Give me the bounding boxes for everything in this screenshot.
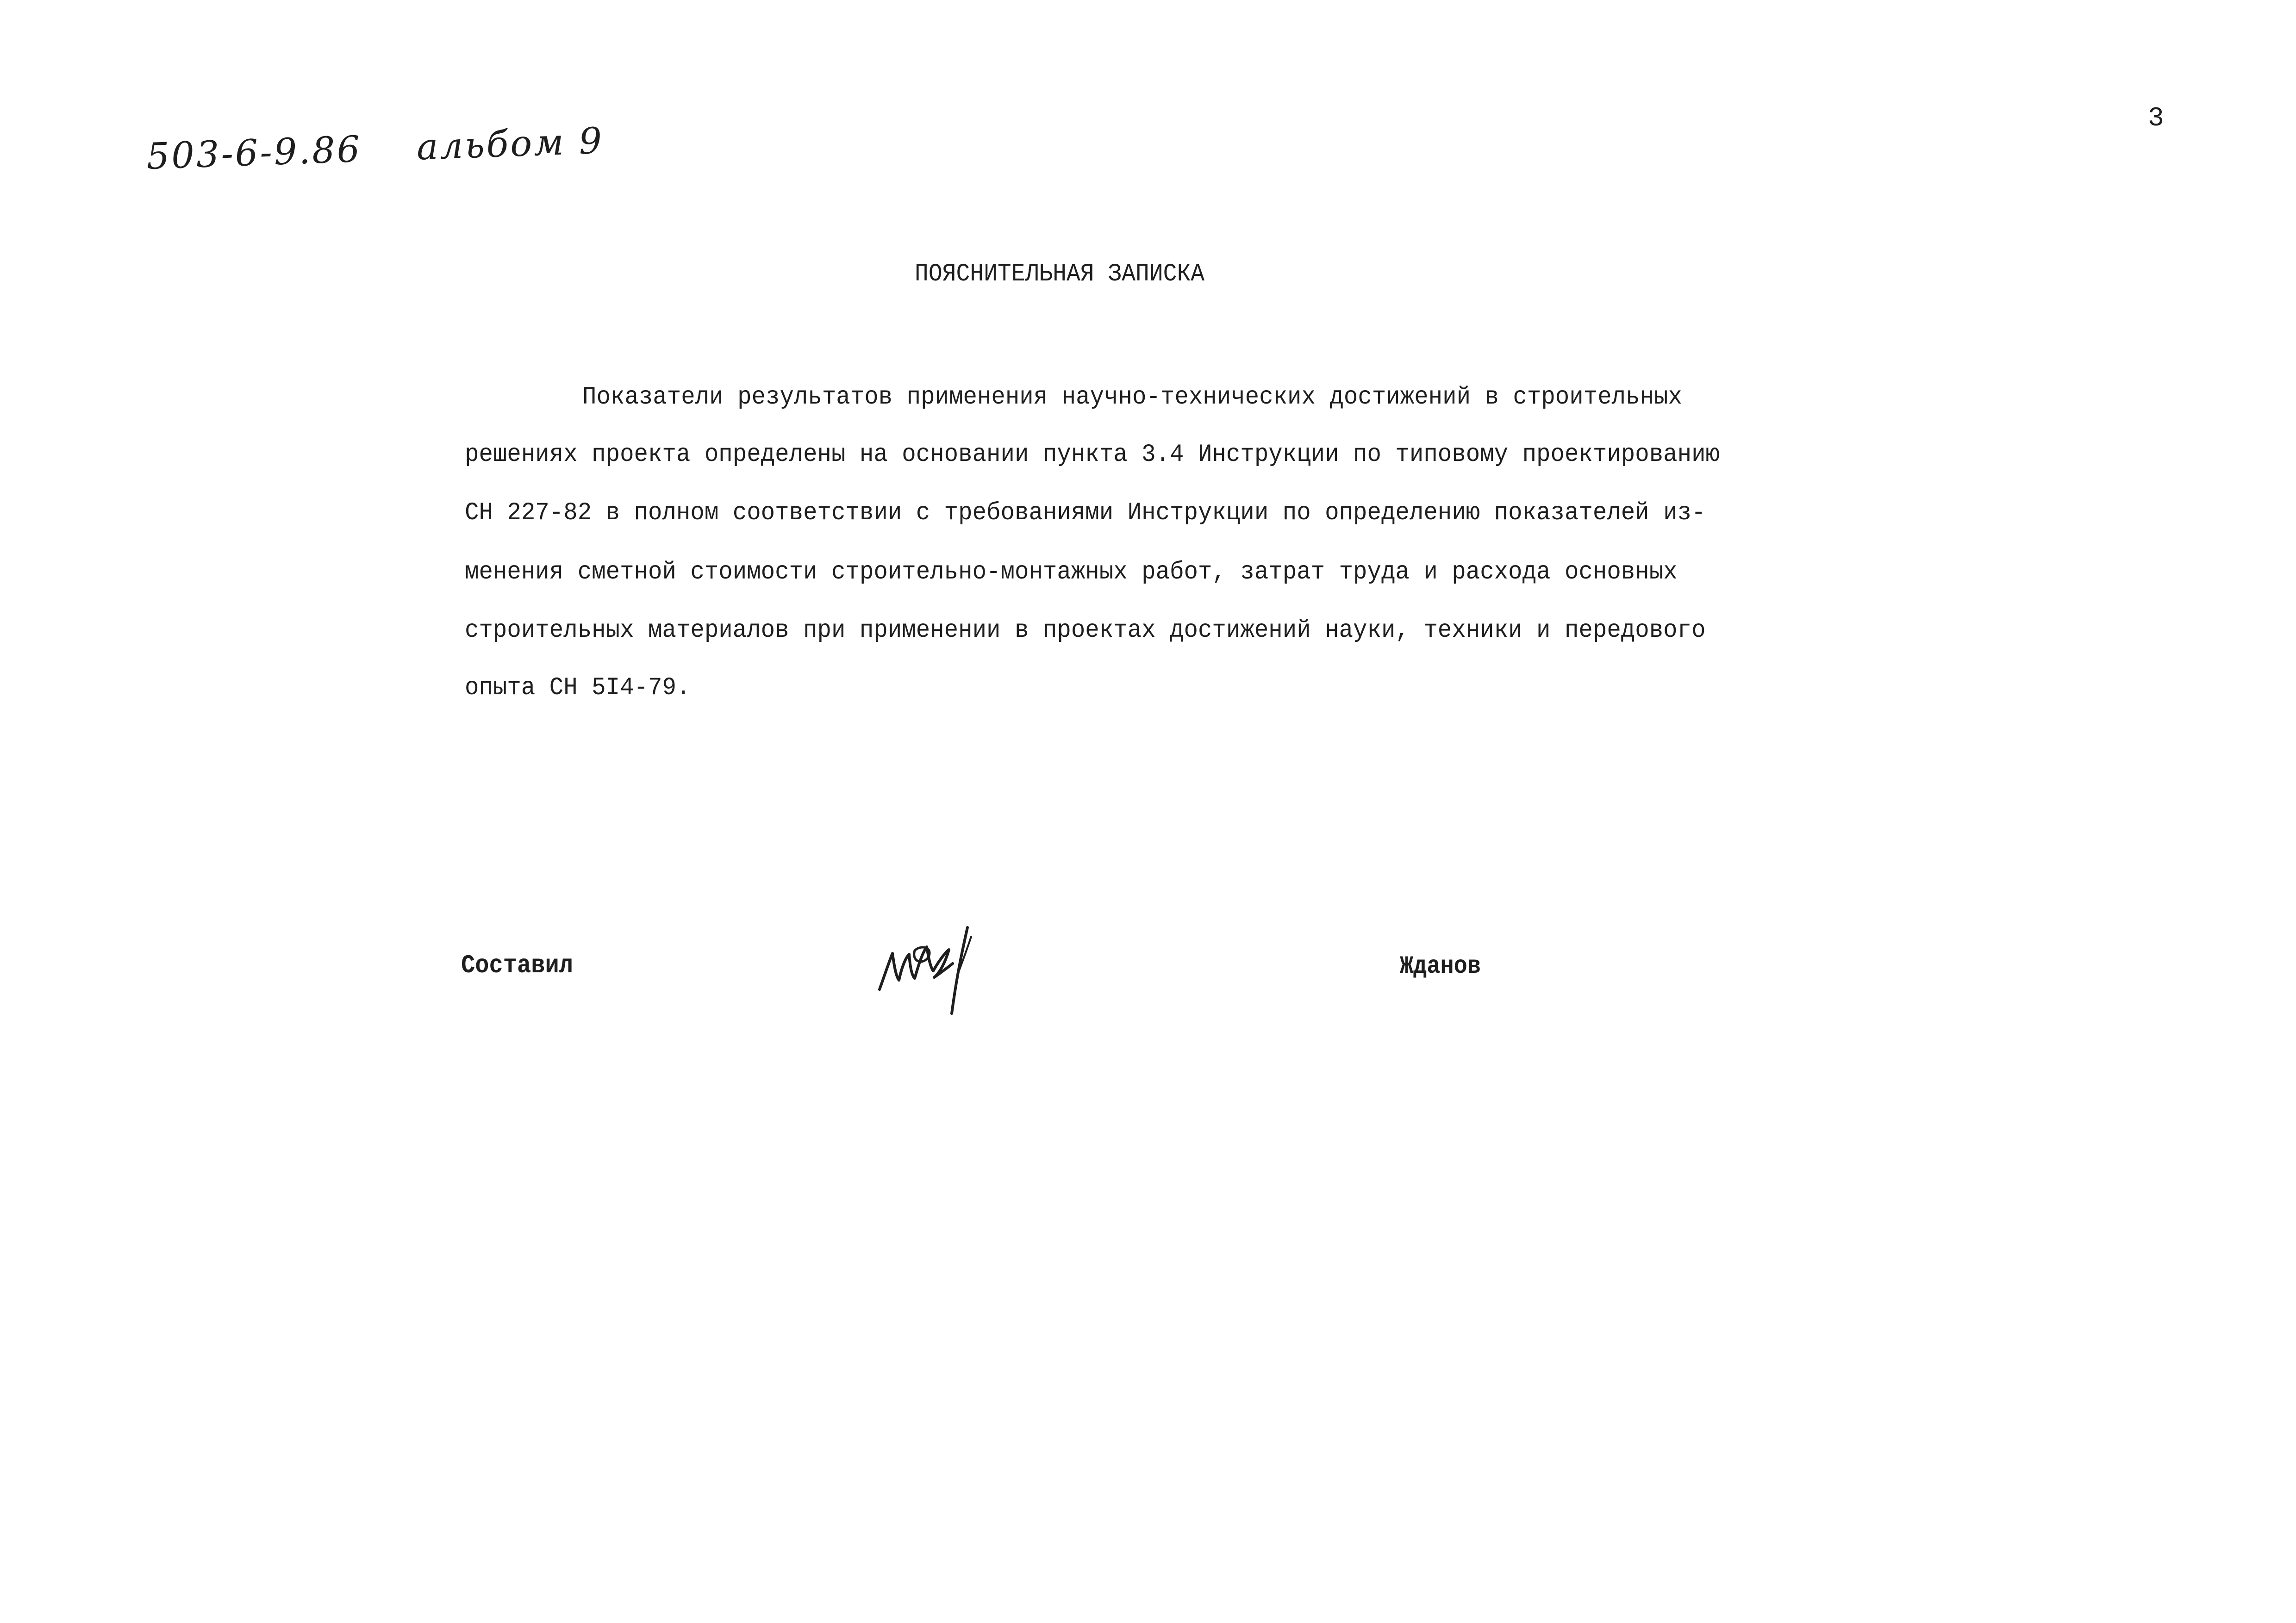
page-title: ПОЯСНИТЕЛЬНАЯ ЗАПИСКА [915,260,1205,288]
paragraph-line: решениях проекта определены на основании пункта 3.4 Инструкции по типовому проектированию [465,441,1720,469]
paragraph-line: Показатели результатов применения научно-технических достижений в строительных [582,383,1682,411]
handwritten-document-code [146,120,605,178]
paragraph-line: опыта СН 5I4-79. [465,674,691,702]
paragraph-line: строительных материалов при применении в проектах достижений науки, техники и передового [465,616,1706,645]
page-number: 3 [2148,104,2164,134]
signer-name: Жданов [1400,952,1481,981]
paragraph-line: менения сметной стоимости строительно-монтажных работ, затрат труда и расхода основных [465,558,1678,586]
paragraph-line: СН 227-82 в полном соответствии с требованиями Инструкции по определению показателей из- [465,499,1706,527]
handwritten-code-number: 503-6-9.86 [146,128,362,178]
compiled-by-label: Составил [461,951,573,980]
handwritten-album-label: альбом 9 [416,120,605,168]
handwritten-signature [870,921,991,1018]
